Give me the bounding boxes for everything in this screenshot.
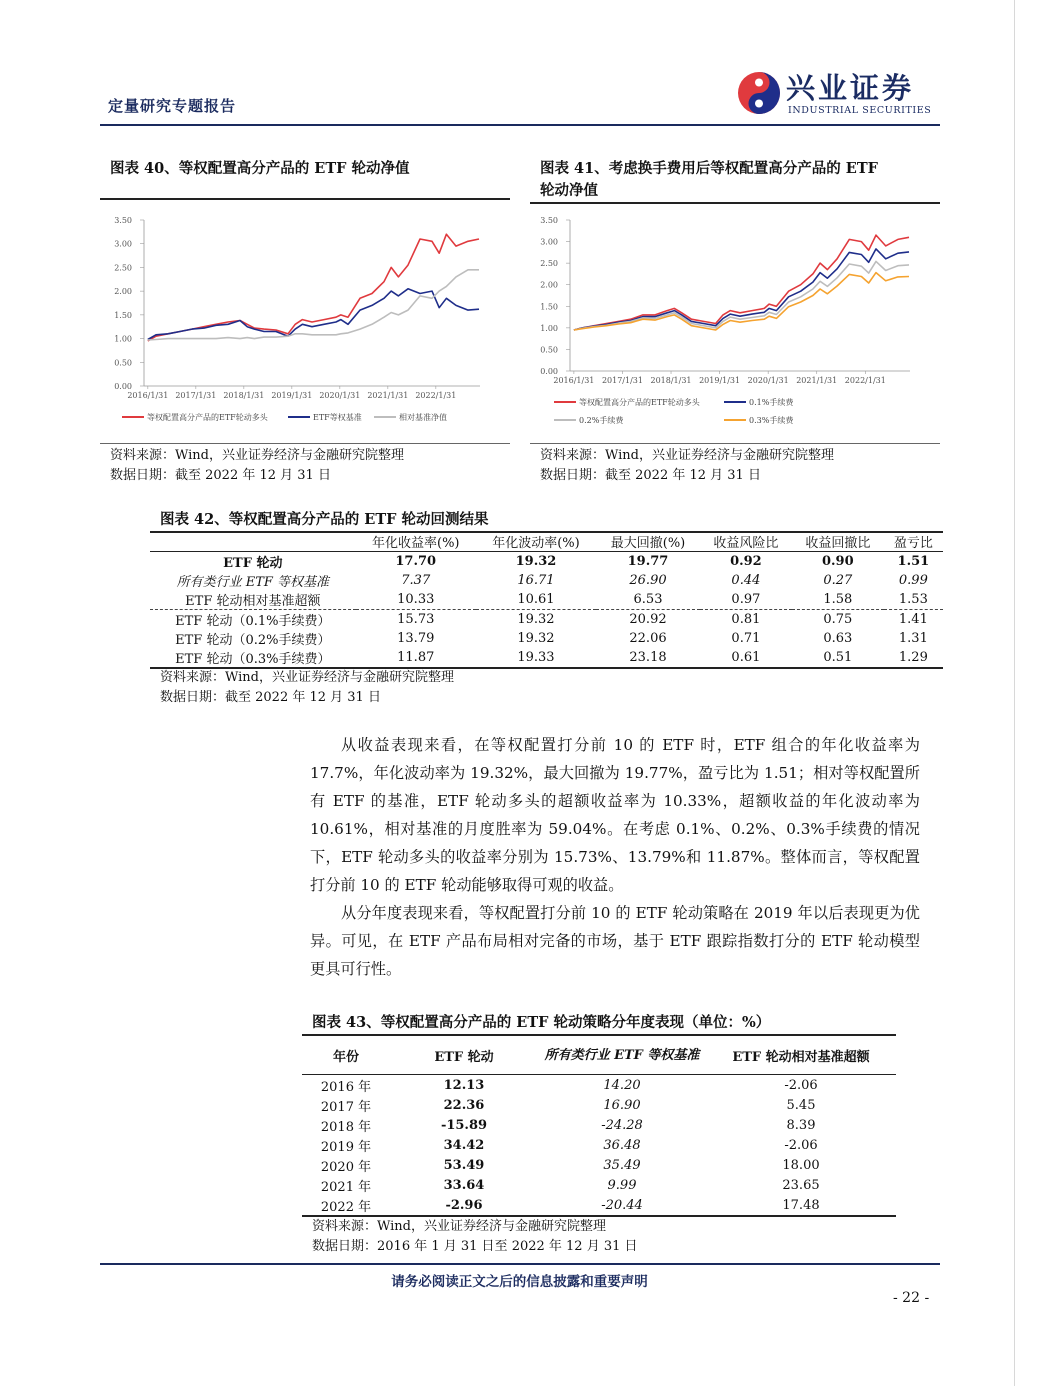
table42-cell: 17.70 xyxy=(395,554,437,569)
table43-header-excess: ETF 轮动相对基准超额 xyxy=(732,1049,870,1065)
table42-row xyxy=(150,590,943,610)
y-tick-label: 1.50 xyxy=(540,302,558,312)
table43-source: 资料来源：Wind，兴业证券经济与金融研究院整理 xyxy=(312,1219,606,1234)
series-line xyxy=(574,249,909,330)
table43 xyxy=(302,1036,896,1217)
table43-header-row xyxy=(302,1036,896,1075)
x-tick-label: 2019/1/31 xyxy=(699,376,741,385)
y-tick-label: 2.00 xyxy=(540,280,558,290)
report-type-label: 定量研究专题报告 xyxy=(108,97,237,115)
table42-cell: 11.87 xyxy=(397,650,435,665)
footer-rule xyxy=(100,1263,940,1265)
table42-cell: 13.79 xyxy=(397,631,435,646)
table42-cell: 0.81 xyxy=(731,612,761,627)
table42-source: 资料来源：Wind，兴业证券经济与金融研究院整理 xyxy=(160,670,454,685)
y-tick-label: 1.50 xyxy=(114,310,132,320)
fig40-title-rule xyxy=(100,198,510,200)
table42-date: 数据日期：截至 2022 年 12 月 31 日 xyxy=(160,690,381,705)
table42-header-cell: 收益风险比 xyxy=(713,536,779,551)
fig41-title-line2: 轮动净值 xyxy=(540,182,598,199)
table42-cell: 0.97 xyxy=(731,592,761,607)
fig41-chart-svg xyxy=(534,206,938,438)
table43-cell: 53.49 xyxy=(443,1157,485,1173)
fig40-date: 数据日期：截至 2022 年 12 月 31 日 xyxy=(110,468,331,483)
table43-cell: 14.20 xyxy=(603,1077,641,1093)
table43-cell: 17.48 xyxy=(782,1197,820,1213)
fig41-source: 资料来源：Wind，兴业证券经济与金融研究院整理 xyxy=(540,448,834,463)
table43-cell: -15.89 xyxy=(440,1117,488,1133)
table42-row xyxy=(150,571,943,590)
table43-cell: -20.44 xyxy=(601,1197,643,1213)
y-tick-label: 0.00 xyxy=(114,382,132,391)
y-tick-label: 2.00 xyxy=(114,287,132,297)
table42-row xyxy=(150,629,943,648)
table43-year-cell: 2016 年 xyxy=(320,1079,372,1095)
table43-date: 数据日期：2016 年 1 月 31 日至 2022 年 12 月 31 日 xyxy=(312,1239,638,1254)
table42-cell: 20.92 xyxy=(629,612,667,627)
table43-cell: -2.06 xyxy=(784,1137,818,1153)
table42-body xyxy=(150,552,943,669)
series-line xyxy=(148,289,479,340)
table42-row-label: ETF 轮动（0.3%手续费） xyxy=(175,652,331,667)
table42-row-label: ETF 轮动（0.1%手续费） xyxy=(175,614,331,629)
table42-cell: 0.61 xyxy=(731,650,761,665)
y-tick-label: 0.50 xyxy=(114,358,132,368)
x-tick-label: 2022/1/31 xyxy=(415,391,457,400)
y-tick-label: 3.50 xyxy=(114,216,132,225)
table42-cell: 0.27 xyxy=(823,573,853,588)
table42-cell: 19.32 xyxy=(517,612,555,627)
table43-cell: 9.99 xyxy=(607,1177,637,1193)
table42-cell: 15.73 xyxy=(397,612,435,627)
series-line xyxy=(148,234,479,341)
table42-cell: 1.58 xyxy=(823,592,853,607)
table42-cell: 22.06 xyxy=(629,631,667,646)
table42-cell: 0.63 xyxy=(823,631,853,646)
fig41-title-line1: 图表 41、考虑换手费用后等权配置高分产品的 ETF xyxy=(540,160,878,177)
table42-header-cell: 收益回撤比 xyxy=(805,536,871,551)
table42-cell: 1.51 xyxy=(897,554,930,569)
table43-row xyxy=(302,1095,896,1115)
table42-row-label: ETF 轮动（0.2%手续费） xyxy=(175,633,331,648)
table42-row xyxy=(150,552,943,572)
y-tick-label: 0.00 xyxy=(540,367,558,376)
header-rule xyxy=(100,124,940,126)
y-tick-label: 3.50 xyxy=(540,216,558,225)
table43-row xyxy=(302,1135,896,1155)
table42-cell: 23.18 xyxy=(629,650,667,665)
table42-header-cell: 最大回撤(%) xyxy=(610,536,686,551)
table42-cell: 0.44 xyxy=(731,573,761,588)
y-tick-label: 1.00 xyxy=(114,334,132,344)
table42-row-label: 所有类行业 ETF 等权基准 xyxy=(176,575,330,590)
table43-year-cell: 2018 年 xyxy=(320,1119,372,1135)
table43-cell: 8.39 xyxy=(786,1117,816,1133)
table42-cell: 19.77 xyxy=(627,554,669,569)
legend-label: 相对基准净值 xyxy=(399,413,447,422)
table43-cell: 5.45 xyxy=(786,1097,816,1113)
y-tick-label: 1.00 xyxy=(540,323,558,333)
table43-cell: 33.64 xyxy=(443,1177,485,1193)
y-tick-label: 2.50 xyxy=(114,263,132,273)
table43-header-year: 年份 xyxy=(332,1049,359,1065)
y-tick-label: 3.00 xyxy=(540,237,558,247)
table42-cell: 0.90 xyxy=(821,554,854,569)
company-logo-icon xyxy=(736,70,782,116)
y-tick-label: 3.00 xyxy=(114,239,132,249)
table42-cell: 0.71 xyxy=(731,631,761,646)
table42-cell: 6.53 xyxy=(633,592,663,607)
legend-label: 等权配置高分产品的ETF轮动多头 xyxy=(147,413,268,422)
table43-body xyxy=(302,1075,896,1217)
table43-cell: -2.96 xyxy=(445,1197,483,1213)
table42-cell: 0.75 xyxy=(823,612,853,627)
table43-year-cell: 2020 年 xyxy=(320,1159,372,1175)
series-line xyxy=(148,270,479,340)
legend-label: ETF等权基准 xyxy=(313,413,362,422)
table42-header-row xyxy=(150,532,943,552)
table43-row xyxy=(302,1175,896,1195)
table42-cell: 26.90 xyxy=(629,573,667,588)
x-tick-label: 2022/1/31 xyxy=(844,376,886,385)
fig40-title: 图表 40、等权配置高分产品的 ETF 轮动净值 xyxy=(110,160,410,177)
logo-text-en: INDUSTRIAL SECURITIES xyxy=(788,105,932,116)
table42-cell: 7.37 xyxy=(401,573,431,588)
table43-row xyxy=(302,1155,896,1175)
table43-header-etf: ETF 轮动 xyxy=(434,1049,494,1065)
table43-cell: 16.90 xyxy=(603,1097,641,1113)
body-paragraph-1: 从收益表现来看，在等权配置打分前 10 的 ETF 时，ETF 组合的年化收益率为 17.7%，年化波动率为 19.32%，最大回撤为 19.77%，盈亏比为 1.51；相对等权配置所有 ETF 的基准，ETF 轮动多头的超额收益率为 10.33%，超额收益的年化波动率为 10.61%，相对基准的月度胜率为 59.04%。在考虑 0.1%、0.2%、0.3%手续费的情况下，ETF 轮动多头的收益率分别为 15.73%、13.79%和 11.87%。整体而言，等权配置打分前 10 的 ETF 轮动能够取得可观的收益。 xyxy=(310,736,920,894)
table43-year-cell: 2019 年 xyxy=(320,1139,372,1155)
table42-title: 图表 42、等权配置高分产品的 ETF 轮动回测结果 xyxy=(160,511,489,528)
legend-label: 0.1%手续费 xyxy=(749,398,794,407)
fig41-date: 数据日期：截至 2022 年 12 月 31 日 xyxy=(540,468,761,483)
table43-year-cell: 2022 年 xyxy=(320,1199,372,1215)
table42-row-label: ETF 轮动 xyxy=(223,556,283,571)
table43-cell: -2.06 xyxy=(784,1077,818,1093)
table43-cell: 12.13 xyxy=(443,1077,485,1093)
table42-cell: 16.71 xyxy=(517,573,555,588)
table43-cell: 23.65 xyxy=(782,1177,820,1193)
fig40-source: 资料来源：Wind，兴业证券经济与金融研究院整理 xyxy=(110,448,404,463)
body-paragraph-2: 从分年度表现来看，等权配置打分前 10 的 ETF 轮动策略在 2019 年以后表现更为优异。可见，在 ETF 产品布局相对完备的市场，基于 ETF 跟踪指数打分的 ETF 轮动模型更具可行性。 xyxy=(310,904,920,978)
fig40-bottom-rule xyxy=(100,443,510,444)
table43-cell: -24.28 xyxy=(601,1117,643,1133)
page-number: - 22 - xyxy=(893,1290,930,1306)
table42-header-cell: 年化收益率(%) xyxy=(372,536,460,551)
table42-header-cell: 盈亏比 xyxy=(893,536,933,551)
legend-label: 0.2%手续费 xyxy=(579,416,624,425)
table42-header-cell xyxy=(150,532,356,552)
fig41-title-rule xyxy=(530,202,940,204)
x-tick-label: 2020/1/31 xyxy=(747,376,789,385)
logo-text-cn: 兴业证券 xyxy=(786,71,915,105)
fig41-chart xyxy=(534,206,938,438)
y-tick-label: 2.50 xyxy=(540,259,558,269)
x-tick-label: 2017/1/31 xyxy=(175,391,217,400)
table43-cell: 36.48 xyxy=(603,1137,641,1153)
table42-cell: 0.99 xyxy=(898,573,928,588)
table43-year-cell: 2021 年 xyxy=(320,1179,372,1195)
table42-cell: 1.41 xyxy=(898,612,928,627)
table42-header-cell: 年化波动率(%) xyxy=(492,536,580,551)
table42-cell: 1.53 xyxy=(898,592,928,607)
x-tick-label: 2021/1/31 xyxy=(796,376,838,385)
fig41-bottom-rule xyxy=(530,443,940,444)
x-tick-label: 2021/1/31 xyxy=(367,391,409,400)
table42-cell: 19.33 xyxy=(517,650,555,665)
table42-cell: 1.29 xyxy=(898,650,928,665)
table43-cell: 18.00 xyxy=(782,1157,820,1173)
table42-cell: 10.61 xyxy=(517,592,555,607)
table42-row xyxy=(150,610,943,630)
x-tick-label: 2020/1/31 xyxy=(319,391,361,400)
x-tick-label: 2017/1/31 xyxy=(601,376,643,385)
table43-header-benchmark: 所有类行业 ETF 等权基准 xyxy=(544,1047,700,1063)
legend-label: 等权配置高分产品的ETF轮动多头 xyxy=(579,398,700,407)
table43-cell: 35.49 xyxy=(603,1157,641,1173)
x-tick-label: 2018/1/31 xyxy=(223,391,265,400)
table43-row xyxy=(302,1195,896,1216)
x-tick-label: 2019/1/31 xyxy=(271,391,313,400)
table42-row xyxy=(150,648,943,668)
table42-cell: 0.92 xyxy=(730,554,762,569)
table43-row xyxy=(302,1115,896,1135)
table42-cell: 0.51 xyxy=(823,650,853,665)
table42-cell: 19.32 xyxy=(517,631,555,646)
table42-cell: 19.32 xyxy=(515,554,557,569)
x-tick-label: 2016/1/31 xyxy=(127,391,169,400)
table42 xyxy=(150,532,943,669)
table43-cell: 22.36 xyxy=(443,1097,485,1113)
table43-year-cell: 2017 年 xyxy=(320,1099,372,1115)
table42-cell: 10.33 xyxy=(397,592,435,607)
fig40-chart xyxy=(104,206,508,442)
x-tick-label: 2018/1/31 xyxy=(650,376,692,385)
table43-cell: 34.42 xyxy=(443,1137,485,1153)
legend-label: 0.3%手续费 xyxy=(749,416,794,425)
table42-cell: 1.31 xyxy=(898,631,928,646)
page-edge xyxy=(1014,0,1015,1386)
table43-title: 图表 43、等权配置高分产品的 ETF 轮动策略分年度表现（单位：%） xyxy=(312,1014,771,1031)
table42-row-label: ETF 轮动相对基准超额 xyxy=(185,594,321,609)
table43-row xyxy=(302,1075,896,1096)
fig40-chart-svg xyxy=(104,206,508,442)
y-tick-label: 0.50 xyxy=(540,345,558,355)
footer-disclaimer: 请务必阅读正文之后的信息披露和重要声明 xyxy=(391,1274,648,1290)
x-tick-label: 2016/1/31 xyxy=(553,376,595,385)
